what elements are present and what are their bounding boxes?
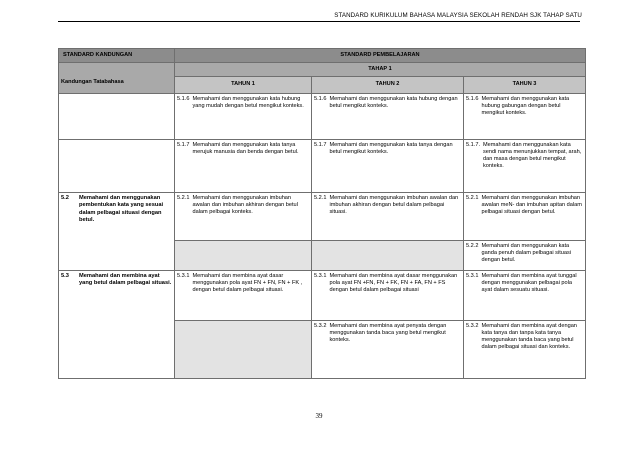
table-cell: [175, 140, 312, 193]
table-cell: [312, 94, 464, 140]
item-text: Memahami dan membina ayat dasar menggunakan pola ayat FN + FN, FN + FK , dengan betul dalam pelbagai situasi.: [192, 273, 303, 294]
col-header-pembelajaran: STANDARD PEMBELAJARAN: [175, 49, 586, 63]
table-cell: [312, 321, 464, 379]
table-cell: [464, 321, 586, 379]
item-text: Memahami dan menggunakan kata ganda penuh dalam pelbagai situasi dengan betul.: [481, 243, 572, 264]
item-text: Memahami dan menggunakan kata hubung yang mudah dengan betul mengikut konteks.: [192, 96, 304, 110]
item-text: Memahami dan membina ayat tunggal dengan menggunakan pelbagai pola ayat dalam sesuatu situasi.: [481, 273, 577, 294]
empty-grey-cell: [175, 321, 312, 379]
tahap-label: TAHAP 1: [175, 63, 586, 77]
table-cell: [312, 271, 464, 321]
item-number: 5.3.1: [466, 273, 479, 279]
item-text: Memahami dan membina ayat dasar menggunakan pola ayat FN +FN, FN + FK, FN + FA, FN + FS dengan betul dalam pelbagai situasi: [329, 273, 458, 294]
curriculum-table: [58, 48, 586, 379]
item-text: Memahami dan menggunakan imbuhan awalan meN- dan imbuhan apitan dalam pelbagai situasi dengan betul.: [481, 195, 582, 216]
standard-cell-empty: [59, 94, 175, 140]
table-cell: [464, 193, 586, 241]
item-number: 5.2.1: [466, 195, 479, 201]
item-text: Memahami dan menggunakan kata tanya dengan betul mengikut konteks.: [329, 142, 453, 156]
standard-text: Memahami dan menggunakan pembentukan kata yang sesuai dalam pelbagai situasi dengan betul.: [79, 195, 164, 224]
item-number: 5.2.1: [177, 195, 190, 201]
standard-number: 5.2: [61, 195, 69, 201]
table-cell: [464, 271, 586, 321]
page-number: 39: [315, 412, 323, 420]
item-text: Memahami dan menggunakan kata sendi nama menunjukkan tempat, arah, dan masa dengan betul mengikut konteks.: [483, 142, 582, 170]
item-number: 5.3.1: [177, 273, 190, 279]
empty-grey-cell: [312, 241, 464, 271]
standard-text: Memahami dan membina ayat yang betul dalam pelbagai situasi.: [79, 273, 172, 287]
table-cell: [175, 271, 312, 321]
item-number: 5.2.1: [314, 195, 327, 201]
item-text: Memahami dan menggunakan kata hubung dengan betul mengikut konteks.: [329, 96, 458, 110]
col-header-kandungan: STANDARD KANDUNGAN: [59, 49, 175, 63]
item-text: Memahami dan menggunakan imbuhan awalan dan imbuhan akhiran dengan betul dalam pelbagai situasi.: [329, 195, 459, 216]
item-number: 5.3.1: [314, 273, 327, 279]
item-text: Memahami dan membina ayat dengan kata tanya dan tanpa kata tanya menggunakan tanda baca yang betul dalam pelbagai situasi dan konteks.: [481, 323, 577, 351]
item-number: 5.1.6: [314, 96, 327, 102]
item-text: Memahami dan menggunakan kata tanya merujuk manusia dan benda dengan betul.: [192, 142, 299, 156]
tahun2-header: TAHUN 2: [312, 77, 464, 94]
item-number: 5.1.7.: [466, 142, 480, 148]
item-number: 5.3.2: [466, 323, 479, 329]
document-header: STANDARD KURIKULUM BAHASA MALAYSIA SEKOLAH RENDAH SJK TAHAP SATU: [334, 12, 582, 19]
item-number: 5.3.2: [314, 323, 327, 329]
kandungan-tatabahasa-label: Kandungan Tatabahasa: [61, 79, 124, 85]
tahun1-header: TAHUN 1: [175, 77, 312, 94]
item-text: Memahami dan menggunakan imbuhan awalan dan imbuhan akhiran dengan betul dalam pelbagai konteks.: [192, 195, 298, 216]
table-cell: [175, 193, 312, 241]
item-text: Memahami dan menggunakan kata hubung gabungan dengan betul mengikut konteks.: [481, 96, 570, 117]
standard-cell: [59, 193, 175, 271]
standard-number: 5.3: [61, 273, 69, 279]
table-cell: [312, 193, 464, 241]
tahun3-header: TAHUN 3: [464, 77, 586, 94]
item-number: 5.1.7: [177, 142, 190, 148]
item-number: 5.1.6: [177, 96, 190, 102]
table-cell: [312, 140, 464, 193]
table-cell: [464, 241, 586, 271]
standard-cell-empty: [59, 140, 175, 193]
item-number: 5.1.7: [314, 142, 327, 148]
table-cell: [464, 94, 586, 140]
header-rule: [58, 21, 580, 22]
item-text: Memahami dan membina ayat penyata dengan menggunakan tanda baca yang betul mengikut konteks.: [329, 323, 447, 344]
standard-cell: [59, 271, 175, 379]
empty-grey-cell: [175, 241, 312, 271]
item-number: 5.2.2: [466, 243, 479, 249]
table-cell: [464, 140, 586, 193]
table-cell: [175, 94, 312, 140]
item-number: 5.1.6: [466, 96, 479, 102]
kandungan-header-cell: [59, 63, 175, 94]
